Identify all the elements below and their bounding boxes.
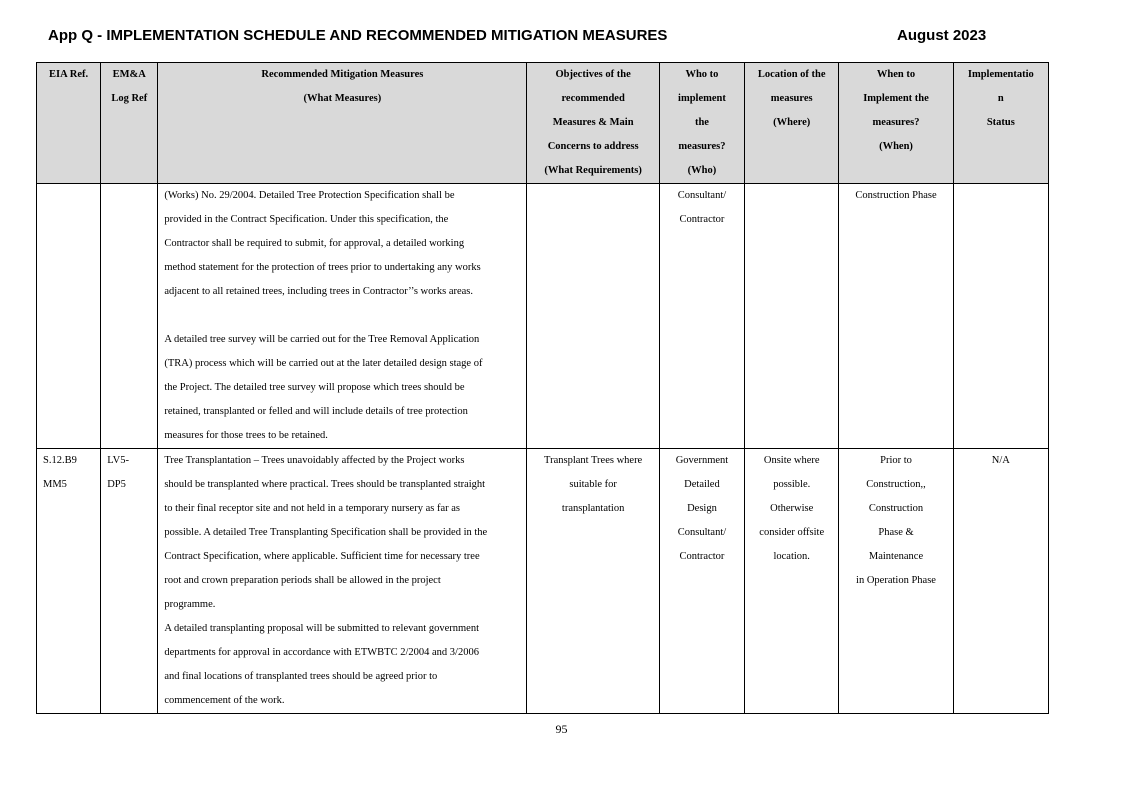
table-row xyxy=(37,449,1049,714)
cell-text-line: Transplant Trees where xyxy=(544,455,643,466)
header-text-line: measures? xyxy=(872,117,920,128)
header-text-line: Measures & Main xyxy=(552,117,634,128)
cell-text-line: programme. xyxy=(164,599,216,610)
header-eia-ref xyxy=(37,63,101,184)
eia-ref-cell xyxy=(37,449,101,714)
implementation-schedule-table xyxy=(36,62,1049,714)
cell-text-line: in Operation Phase xyxy=(856,575,936,586)
header-mitigation-measures xyxy=(158,63,527,184)
cell-text-line: commencement of the work. xyxy=(164,695,285,706)
cell-text-line: (Works) No. 29/2004. Detailed Tree Protection Specification shall be xyxy=(164,190,455,201)
objectives-cell xyxy=(527,449,659,714)
cell-text-line: and final locations of transplanted trees should be agreed prior to xyxy=(164,671,438,682)
cell-text-line: suitable for xyxy=(569,479,617,490)
header-text-line: (When) xyxy=(879,141,913,152)
header-text-line: Status xyxy=(986,117,1015,128)
cell-text-line: Consultant/ xyxy=(677,527,727,538)
cell-text-line: Maintenance xyxy=(868,551,924,562)
header-text-line: (Who) xyxy=(687,165,717,176)
cell-text-line: location. xyxy=(773,551,810,562)
header-when xyxy=(839,63,953,184)
mitigation-measures-cell xyxy=(158,449,527,714)
when-cell xyxy=(839,184,953,449)
cell-text-line: consider offsite xyxy=(759,527,825,538)
cell-text-line: retained, transplanted or felled and will include details of tree protection xyxy=(164,406,468,417)
cell-text-line: A detailed tree survey will be carried out for the Tree Removal Application xyxy=(164,334,480,345)
cell-text-line: measures for those trees to be retained. xyxy=(164,430,328,441)
header-text-line: n xyxy=(997,93,1004,104)
header-objectives xyxy=(527,63,659,184)
cell-text-line: Detailed xyxy=(684,479,720,490)
who-cell xyxy=(659,449,744,714)
cell-text-line: adjacent to all retained trees, including trees in Contractor’’s works areas. xyxy=(164,286,474,297)
mitigation-measures-cell xyxy=(158,184,527,449)
location-cell xyxy=(745,184,839,449)
header-location xyxy=(745,63,839,184)
cell-text-line: the Project. The detailed tree survey will propose which trees should be xyxy=(164,382,465,393)
document-date: August 2023 xyxy=(897,27,987,44)
objectives-cell xyxy=(527,184,659,449)
cell-text-line: transplantation xyxy=(561,503,625,514)
cell-text-line: should be transplanted where practical. Trees should be transplanted straight xyxy=(164,479,486,490)
header-text-line: Who to xyxy=(685,69,719,80)
cell-text-line: S.12.B9 xyxy=(43,455,77,466)
cell-text-line: provided in the Contract Specification. Under this specification, the xyxy=(164,214,449,225)
cell-text-line: Contractor xyxy=(679,551,725,562)
header-text-line: EIA Ref. xyxy=(49,69,89,80)
cell-text-line: MM5 xyxy=(43,479,67,490)
header-text-line: Log Ref xyxy=(111,93,148,104)
header-text-line: measures? xyxy=(678,141,726,152)
header-text-line: measures xyxy=(770,93,813,104)
header-log-ref xyxy=(101,63,158,184)
cell-text-line: Contractor xyxy=(679,214,725,225)
cell-text-line: method statement for the protection of trees prior to undertaking any works xyxy=(164,262,481,273)
cell-text-line: N/A xyxy=(991,455,1010,466)
table-header-row xyxy=(37,63,1049,184)
cell-text-line: root and crown preparation periods shall be allowed in the project xyxy=(164,575,441,586)
log-ref-cell xyxy=(101,449,158,714)
header-text-line: Objectives of the xyxy=(555,69,631,80)
location-cell xyxy=(745,449,839,714)
cell-text-line: Construction xyxy=(868,503,924,514)
header-text-line: recommended xyxy=(561,93,625,104)
header-text-line: the xyxy=(694,117,709,128)
who-cell xyxy=(659,184,744,449)
cell-text-line: departments for approval in accordance with ETWBTC 2/2004 and 3/2006 xyxy=(164,647,479,658)
table-row xyxy=(37,184,1049,449)
cell-text-line: Onsite where xyxy=(763,455,820,466)
cell-text-line: Contract Specification, where applicable. Sufficient time for necessary tree xyxy=(164,551,480,562)
cell-text-line: possible. A detailed Tree Transplanting Specification shall be provided in the xyxy=(164,527,488,538)
cell-text-line xyxy=(164,304,520,328)
status-cell xyxy=(953,184,1048,449)
cell-text-line: Prior to xyxy=(880,455,912,466)
cell-text-line: Government xyxy=(675,455,729,466)
header-who xyxy=(659,63,744,184)
header-text-line: Implementatio xyxy=(967,69,1034,80)
cell-text-line: Construction,, xyxy=(866,479,926,490)
log-ref-cell xyxy=(101,184,158,449)
cell-text-line: A detailed transplanting proposal will be submitted to relevant government xyxy=(164,623,479,634)
header-text-line: (Where) xyxy=(773,117,811,128)
header-text-line: (What Measures) xyxy=(303,93,382,104)
cell-text-line: DP5 xyxy=(107,479,126,490)
cell-text-line: Otherwise xyxy=(770,503,814,514)
document-title: App Q - IMPLEMENTATION SCHEDULE AND RECOMMENDED MITIGATION MEASURES xyxy=(48,27,668,44)
cell-text-line: to their final receptor site and not held in a temporary nursery as far as xyxy=(164,503,460,514)
header-text-line: implement xyxy=(678,93,726,104)
cell-text-line: possible. xyxy=(773,479,811,490)
header-text-line: Implement the xyxy=(863,93,929,104)
cell-text-line: Phase & xyxy=(878,527,914,538)
header-text-line: EM&A xyxy=(112,69,146,80)
cell-text-line: Consultant/ xyxy=(677,190,727,201)
eia-ref-cell xyxy=(37,184,101,449)
header-status xyxy=(953,63,1048,184)
cell-text-line: Design xyxy=(687,503,717,514)
cell-text-line: Contractor shall be required to submit, for approval, a detailed working xyxy=(164,238,465,249)
status-cell xyxy=(953,449,1048,714)
header-text-line: Concerns to address xyxy=(547,141,639,152)
header-text-line: Location of the xyxy=(757,69,826,80)
header-text-line: Recommended Mitigation Measures xyxy=(261,69,424,80)
cell-text-line: LV5- xyxy=(107,455,129,466)
header-text-line: When to xyxy=(876,69,916,80)
cell-text-line: (TRA) process which will be carried out at the later detailed design stage of xyxy=(164,358,483,369)
cell-text-line: Tree Transplantation – Trees unavoidably affected by the Project works xyxy=(164,455,465,466)
header-text-line: (What Requirements) xyxy=(544,165,642,176)
when-cell xyxy=(839,449,953,714)
cell-text-line: Construction Phase xyxy=(855,190,937,201)
page-number: 95 xyxy=(555,722,568,736)
